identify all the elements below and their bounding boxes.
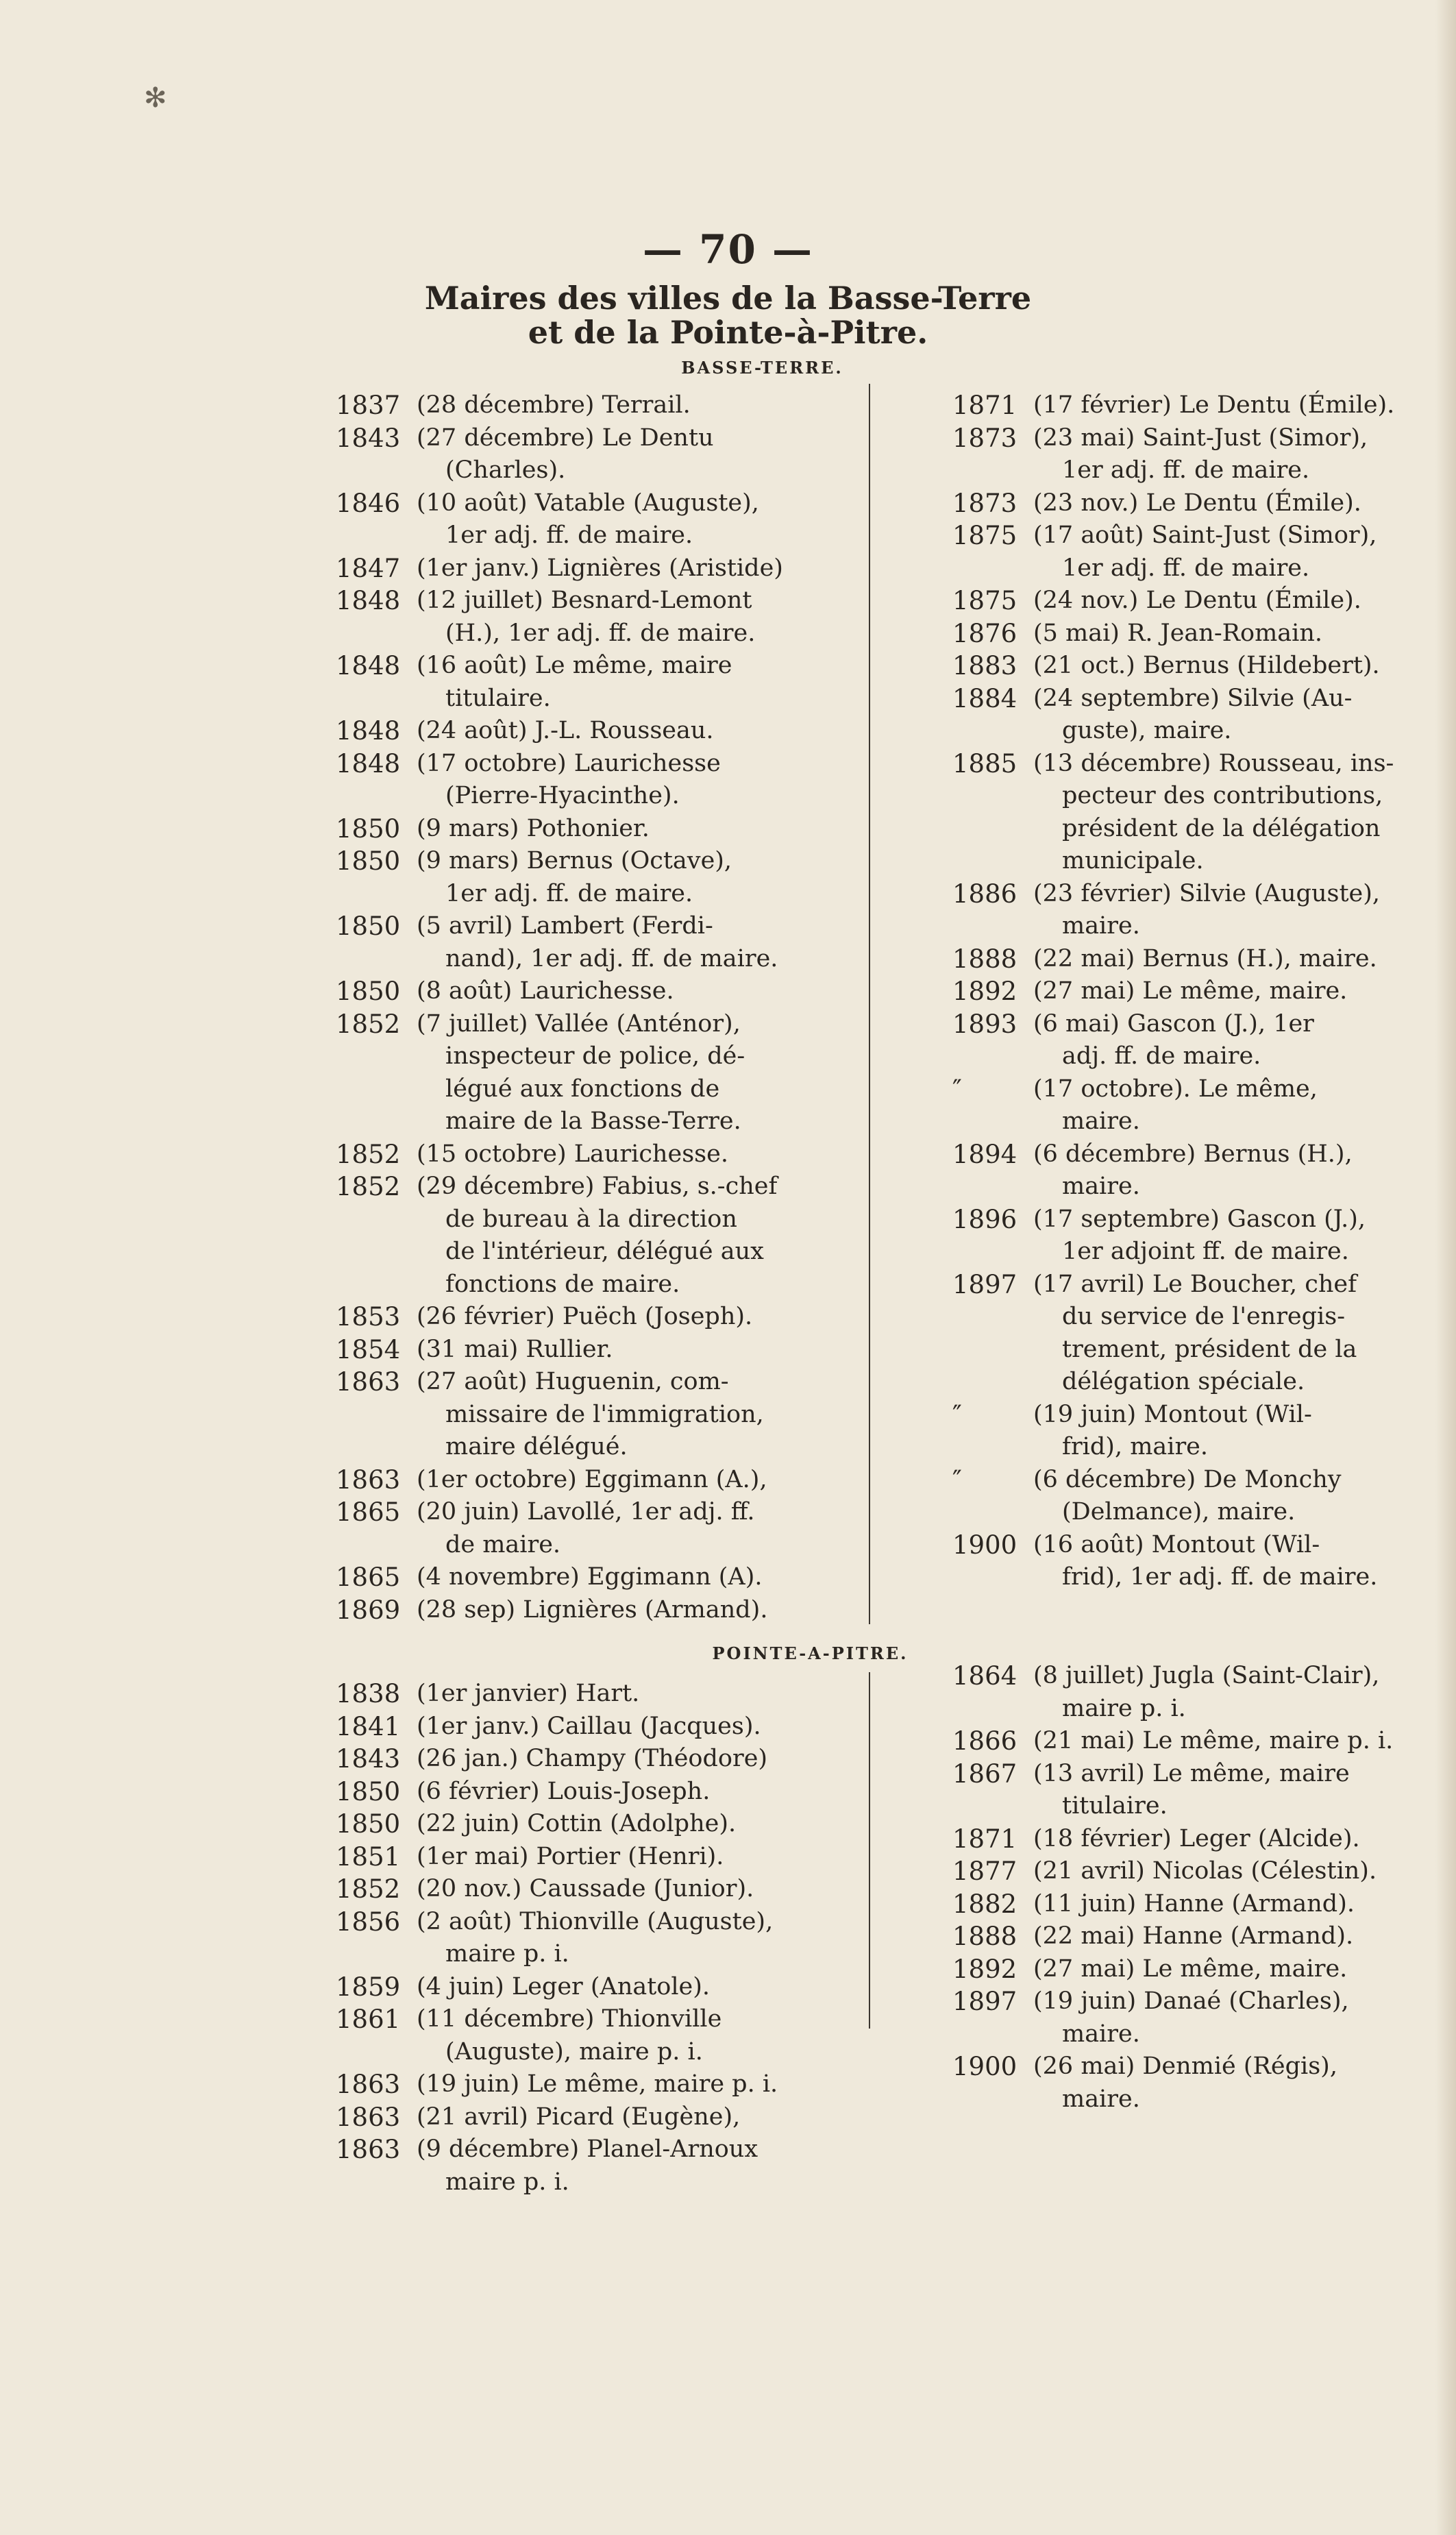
- entry-year: 1863: [336, 1465, 401, 1495]
- entry-text: 1er adj. ff. de maire.: [1062, 554, 1310, 582]
- entry-text: municipale.: [1062, 847, 1204, 874]
- page-edge: [1435, 0, 1456, 2535]
- entry-text: maire.: [1062, 1107, 1140, 1135]
- entry-text: titulaire.: [445, 684, 551, 712]
- entry-year: 1841: [336, 1711, 401, 1741]
- entry-text: adj. ff. de maire.: [1062, 1042, 1261, 1070]
- entry-text: (8 juillet) Jugla (Saint-Clair),: [1033, 1662, 1380, 1689]
- entry-text: (1er janv.) Lignières (Aristide): [417, 554, 783, 582]
- entry-text: (28 décembre) Terrail.: [417, 391, 691, 419]
- entry-text: (9 mars) Pothonier.: [417, 814, 650, 842]
- entry-text: (21 avril) Picard (Eugène),: [417, 2103, 741, 2131]
- entry-text: frid), maire.: [1062, 1433, 1209, 1460]
- entry-text: 1er adj. ff. de maire.: [1062, 456, 1310, 484]
- entry-text: (17 septembre) Gascon (J.),: [1033, 1205, 1366, 1233]
- entry-text: maire délégué.: [445, 1433, 628, 1460]
- entry-text: maire.: [1062, 2085, 1140, 2113]
- entry-text: (24 septembre) Silvie (Au-: [1033, 684, 1353, 712]
- mayor-entry: [336, 1841, 846, 1874]
- entry-text: maire p. i.: [1062, 1694, 1186, 1722]
- entry-text: (5 mai) R. Jean-Romain.: [1033, 619, 1322, 647]
- entry-text: (18 février) Leger (Alcide).: [1033, 1824, 1360, 1852]
- entry-text: (2 août) Thionville (Auguste),: [417, 1907, 774, 1935]
- mayor-entry: [952, 2050, 1425, 2116]
- mayor-entry: [336, 1594, 846, 1627]
- mayor-entry: [336, 748, 846, 813]
- mayor-entry: [336, 2101, 846, 2134]
- entry-text: inspecteur de police, dé-: [445, 1042, 745, 1070]
- entry-year: 1883: [952, 651, 1017, 681]
- mayor-entry: [952, 1269, 1425, 1399]
- entry-year: 1873: [952, 423, 1017, 453]
- entry-year: ″: [952, 1074, 962, 1104]
- basse-terre-left-column: [336, 389, 846, 1626]
- entry-text: (9 décembre) Planel-Arnoux: [417, 2135, 758, 2163]
- mayor-entry: [336, 650, 846, 715]
- mayor-entry: [336, 1561, 846, 1594]
- entry-text: (21 mai) Le même, maire p. i.: [1033, 1727, 1394, 1754]
- entry-year: 1871: [952, 391, 1017, 420]
- mayor-entry: [336, 1678, 846, 1711]
- entry-text: 1er adj. ff. de maire.: [445, 879, 693, 907]
- entry-year: 1865: [336, 1497, 401, 1527]
- entry-text: légué aux fonctions de: [445, 1075, 720, 1103]
- entry-year: 1850: [336, 977, 401, 1006]
- entry-text: (11 décembre) Thionville: [417, 2005, 722, 2033]
- mayor-entry: [336, 585, 846, 650]
- entry-year: ″: [952, 1399, 962, 1430]
- mayor-entry: [952, 1203, 1425, 1269]
- entry-text: (26 février) Puëch (Joseph).: [417, 1303, 753, 1330]
- entry-year: 1877: [952, 1857, 1017, 1886]
- entry-year: 1873: [952, 488, 1017, 518]
- entry-year: 1893: [952, 1009, 1017, 1039]
- mayor-entry: [952, 1464, 1425, 1529]
- entry-text: (1er mai) Portier (Henri).: [417, 1842, 724, 1870]
- entry-year: 1863: [336, 2070, 401, 2099]
- entry-text: (5 avril) Lambert (Ferdi-: [417, 912, 713, 940]
- mayor-entry: [336, 1008, 846, 1138]
- mayor-entry: [336, 2068, 846, 2101]
- mayor-entry: [336, 2003, 846, 2068]
- mayor-entry: [952, 585, 1425, 617]
- entry-text: de maire.: [445, 1530, 561, 1558]
- entry-year: 1856: [336, 1907, 401, 1937]
- entry-year: 1900: [952, 1530, 1017, 1560]
- entry-year: 1876: [952, 618, 1017, 648]
- entry-year: 1886: [952, 879, 1017, 909]
- entry-text: fonctions de maire.: [445, 1270, 680, 1298]
- entry-text: (Delmance), maire.: [1062, 1498, 1296, 1526]
- entry-year: 1863: [336, 2135, 401, 2164]
- entry-text: maire de la Basse-Terre.: [445, 1107, 741, 1135]
- mayor-entry: [336, 487, 846, 552]
- mayor-entry: [952, 748, 1425, 878]
- entry-text: président de la délégation: [1062, 814, 1381, 842]
- entry-year: 1852: [336, 1874, 401, 1904]
- entry-text: nand), 1er adj. ff. de maire.: [445, 944, 778, 972]
- entry-year: ″: [952, 1465, 962, 1495]
- entry-text: de l'intérieur, délégué aux: [445, 1238, 764, 1265]
- entry-year: 1843: [336, 1744, 401, 1774]
- mayor-entry: [336, 1906, 846, 1971]
- entry-text: (19 juin) Danaé (Charles),: [1033, 1987, 1349, 2015]
- entry-year: 1865: [336, 1563, 401, 1592]
- entry-text: (6 février) Louis-Joseph.: [417, 1777, 711, 1805]
- mayor-entry: [952, 1725, 1425, 1758]
- entry-year: 1848: [336, 716, 401, 746]
- entry-text: (31 mai) Rullier.: [417, 1335, 613, 1363]
- entry-text: trement, président de la: [1062, 1335, 1357, 1363]
- entry-year: 1885: [952, 748, 1017, 779]
- entry-year: 1884: [952, 683, 1017, 713]
- entry-year: 1869: [336, 1595, 401, 1625]
- mayor-entry: [952, 617, 1425, 650]
- entry-text: (27 août) Huguenin, com-: [417, 1368, 729, 1395]
- entry-text: (26 mai) Denmié (Régis),: [1033, 2053, 1337, 2080]
- entry-year: 1863: [336, 2102, 401, 2132]
- entry-text: (8 août) Laurichesse.: [417, 977, 674, 1005]
- pointe-a-pitre-left-column: [336, 1678, 846, 2199]
- entry-text: maire p. i.: [445, 1940, 569, 1968]
- entry-year: 1852: [336, 1009, 401, 1039]
- entry-year: 1843: [336, 423, 401, 453]
- mayor-entry: [336, 975, 846, 1008]
- entry-text: (11 juin) Hanne (Armand).: [1033, 1889, 1355, 1918]
- entry-text: (21 avril) Nicolas (Célestin).: [1033, 1857, 1377, 1885]
- entry-text: (22 juin) Cottin (Adolphe).: [417, 1810, 737, 1837]
- column-divider: [869, 1672, 870, 2029]
- entry-text: (19 juin) Montout (Wil-: [1033, 1400, 1312, 1428]
- entry-year: 1848: [336, 651, 401, 681]
- entry-text: (27 mai) Le même, maire.: [1033, 977, 1348, 1005]
- mayor-entry: [336, 1138, 846, 1171]
- entry-year: 1863: [336, 1367, 401, 1397]
- entry-year: 1853: [336, 1302, 401, 1332]
- entry-text: (16 août) Le même, maire: [417, 652, 732, 679]
- entry-year: 1888: [952, 944, 1017, 974]
- entry-text: (23 mai) Saint-Just (Simor),: [1033, 424, 1368, 452]
- entry-text: (17 février) Le Dentu (Émile).: [1033, 391, 1395, 419]
- entry-text: (17 octobre) Laurichesse: [417, 749, 721, 777]
- entry-text: (1er janv.) Caillau (Jacques).: [417, 1712, 761, 1740]
- entry-text: guste), maire.: [1062, 717, 1232, 744]
- mayor-entry: [952, 878, 1425, 943]
- entry-text: maire.: [1062, 912, 1140, 940]
- page-title-line1: Maires des villes de la Basse-Terre: [424, 280, 1032, 317]
- mayor-entry: [952, 487, 1425, 520]
- entry-year: 1894: [952, 1139, 1017, 1169]
- entry-text: (27 mai) Le même, maire.: [1033, 1955, 1348, 1983]
- entry-text: (20 nov.) Caussade (Junior).: [417, 1875, 754, 1902]
- mayor-entry: [336, 1171, 846, 1301]
- mayor-entry: [952, 1660, 1425, 1725]
- entry-year: 1896: [952, 1204, 1017, 1234]
- section-heading-basse-terre: BASSE-TERRE.: [681, 358, 843, 378]
- mayor-entry: [336, 1873, 846, 1906]
- entry-text: (9 mars) Bernus (Octave),: [417, 847, 732, 874]
- entry-year: 1846: [336, 488, 401, 518]
- mayor-entry: [952, 650, 1425, 683]
- entry-text: (27 décembre) Le Dentu: [417, 424, 714, 452]
- entry-text: (6 décembre) Bernus (H.),: [1033, 1140, 1353, 1168]
- mayor-entry: [336, 813, 846, 846]
- entry-text: frid), 1er adj. ff. de maire.: [1062, 1563, 1378, 1591]
- mayor-entry: [336, 1496, 846, 1561]
- entry-year: 1837: [336, 391, 401, 420]
- page-number: — 70 —: [642, 226, 814, 273]
- entry-text: (17 août) Saint-Just (Simor),: [1033, 522, 1377, 549]
- mayor-entry: [952, 1985, 1425, 2050]
- entry-year: 1850: [336, 1776, 401, 1807]
- entry-year: 1850: [336, 813, 401, 844]
- entry-text: du service de l'enregis-: [1062, 1303, 1346, 1330]
- mayor-entry: [952, 1758, 1425, 1823]
- entry-text: maire.: [1062, 1173, 1140, 1200]
- entry-text: (24 août) J.-L. Rousseau.: [417, 717, 714, 744]
- entry-text: (17 octobre). Le même,: [1033, 1075, 1318, 1103]
- entry-text: 1er adjoint ff. de maire.: [1062, 1238, 1349, 1265]
- entry-text: (22 mai) Hanne (Armand).: [1033, 1922, 1354, 1950]
- entry-year: 1897: [952, 1987, 1017, 2016]
- mayor-entry: [952, 975, 1425, 1008]
- entry-text: de bureau à la direction: [445, 1205, 737, 1233]
- entry-text: (1er janvier) Hart.: [417, 1680, 640, 1707]
- mayor-entry: [952, 519, 1425, 585]
- mayor-entry: [952, 389, 1425, 422]
- entry-year: 1897: [952, 1269, 1017, 1299]
- mayor-entry: [952, 422, 1425, 487]
- mayor-entry: [952, 1073, 1425, 1138]
- entry-year: 1864: [952, 1661, 1017, 1691]
- mayor-entry: [336, 1808, 846, 1841]
- entry-text: (26 jan.) Champy (Théodore): [417, 1745, 768, 1772]
- mayor-entry: [952, 1920, 1425, 1953]
- entry-text: (24 nov.) Le Dentu (Émile).: [1033, 587, 1361, 614]
- entry-year: 1852: [336, 1139, 401, 1169]
- entry-text: (H.), 1er adj. ff. de maire.: [445, 619, 756, 647]
- entry-year: 1850: [336, 846, 401, 876]
- entry-year: 1859: [336, 1972, 401, 2002]
- entry-text: (23 février) Silvie (Auguste),: [1033, 879, 1381, 907]
- entry-text: (29 décembre) Fabius, s.-chef: [417, 1173, 778, 1200]
- ink-stain: ✻: [144, 82, 167, 114]
- mayor-entry: [336, 1366, 846, 1464]
- entry-text: (13 décembre) Rousseau, ins-: [1033, 749, 1394, 777]
- mayor-entry: [952, 1888, 1425, 1921]
- entry-year: 1848: [336, 586, 401, 615]
- entry-text: (22 mai) Bernus (H.), maire.: [1033, 944, 1377, 972]
- basse-terre-right-column: [952, 389, 1425, 1594]
- entry-text: (23 nov.) Le Dentu (Émile).: [1033, 489, 1361, 517]
- entry-year: 1850: [336, 911, 401, 941]
- mayor-entry: [952, 1008, 1425, 1073]
- mayor-entry: [952, 1855, 1425, 1888]
- entry-text: (17 avril) Le Boucher, chef: [1033, 1270, 1357, 1298]
- entry-text: (6 décembre) De Monchy: [1033, 1465, 1342, 1493]
- entry-text: délégation spéciale.: [1062, 1368, 1305, 1395]
- entry-text: (Charles).: [445, 456, 566, 484]
- entry-year: 1848: [336, 748, 401, 779]
- entry-text: titulaire.: [1062, 1792, 1168, 1820]
- entry-text: 1er adj. ff. de maire.: [445, 522, 693, 549]
- entry-text: (4 novembre) Eggimann (A).: [417, 1563, 763, 1591]
- entry-year: 1871: [952, 1824, 1017, 1854]
- pointe-a-pitre-right-column: [952, 1660, 1425, 2116]
- entry-year: 1850: [336, 1809, 401, 1839]
- mayor-entry: [952, 1138, 1425, 1203]
- entry-text: (20 juin) Lavollé, 1er adj. ff.: [417, 1498, 755, 1526]
- mayor-entry: [336, 552, 846, 585]
- page-title-line2: et de la Pointe-à-Pitre.: [528, 314, 928, 351]
- entry-year: 1867: [952, 1759, 1017, 1789]
- entry-year: 1900: [952, 2052, 1017, 2081]
- mayor-entry: [336, 1743, 846, 1776]
- section-heading-pointe-a-pitre: POINTE-A-PITRE.: [712, 1643, 909, 1663]
- entry-text: (28 sep) Lignières (Armand).: [417, 1595, 768, 1624]
- entry-year: 1854: [336, 1334, 401, 1364]
- entry-year: 1851: [336, 1841, 401, 1872]
- entry-year: 1882: [952, 1889, 1017, 1919]
- column-divider: [869, 384, 870, 1624]
- entry-text: (10 août) Vatable (Auguste),: [417, 489, 759, 517]
- entry-text: (16 août) Montout (Wil-: [1033, 1530, 1320, 1558]
- entry-text: (7 juillet) Vallée (Anténor),: [417, 1009, 741, 1038]
- entry-text: (1er octobre) Eggimann (A.),: [417, 1465, 767, 1493]
- entry-year: 1892: [952, 1954, 1017, 1984]
- entry-year: 1861: [336, 2005, 401, 2034]
- mayor-entry: [336, 715, 846, 748]
- mayor-entry: [336, 2133, 846, 2199]
- entry-year: 1875: [952, 521, 1017, 550]
- entry-year: 1888: [952, 1922, 1017, 1951]
- entry-text: (19 juin) Le même, maire p. i.: [417, 2070, 778, 2098]
- entry-text: (6 mai) Gascon (J.), 1er: [1033, 1009, 1314, 1038]
- mayor-entry: [952, 1529, 1425, 1594]
- entry-text: missaire de l'immigration,: [445, 1400, 764, 1428]
- mayor-entry: [952, 1399, 1425, 1464]
- entry-year: 1875: [952, 586, 1017, 615]
- entry-text: (Pierre-Hyacinthe).: [445, 782, 680, 809]
- entry-text: maire p. i.: [445, 2168, 569, 2196]
- mayor-entry: [336, 1334, 846, 1367]
- mayor-entry: [336, 1464, 846, 1497]
- entry-year: 1838: [336, 1679, 401, 1709]
- mayor-entry: [336, 1711, 846, 1743]
- entry-text: (13 avril) Le même, maire: [1033, 1759, 1350, 1787]
- mayor-entry: [952, 943, 1425, 976]
- entry-text: (Auguste), maire p. i.: [445, 2037, 703, 2066]
- mayor-entry: [952, 1823, 1425, 1856]
- mayor-entry: [336, 845, 846, 910]
- entry-text: (4 juin) Leger (Anatole).: [417, 1972, 711, 2000]
- entry-year: 1847: [336, 553, 401, 583]
- entry-year: 1852: [336, 1172, 401, 1201]
- mayor-entry: [336, 1971, 846, 2004]
- mayor-entry: [336, 389, 846, 422]
- mayor-entry: [336, 422, 846, 487]
- entry-year: 1892: [952, 977, 1017, 1006]
- entry-text: maire.: [1062, 2020, 1140, 2048]
- entry-year: 1866: [952, 1726, 1017, 1756]
- mayor-entry: [952, 1953, 1425, 1986]
- entry-text: (12 juillet) Besnard-Lemont: [417, 587, 752, 614]
- entry-text: (21 oct.) Bernus (Hildebert).: [1033, 652, 1380, 679]
- mayor-entry: [952, 683, 1425, 748]
- mayor-entry: [336, 910, 846, 975]
- mayor-entry: [336, 1301, 846, 1334]
- mayor-entry: [336, 1776, 846, 1809]
- entry-text: (15 octobre) Laurichesse.: [417, 1140, 728, 1168]
- entry-text: pecteur des contributions,: [1062, 782, 1383, 809]
